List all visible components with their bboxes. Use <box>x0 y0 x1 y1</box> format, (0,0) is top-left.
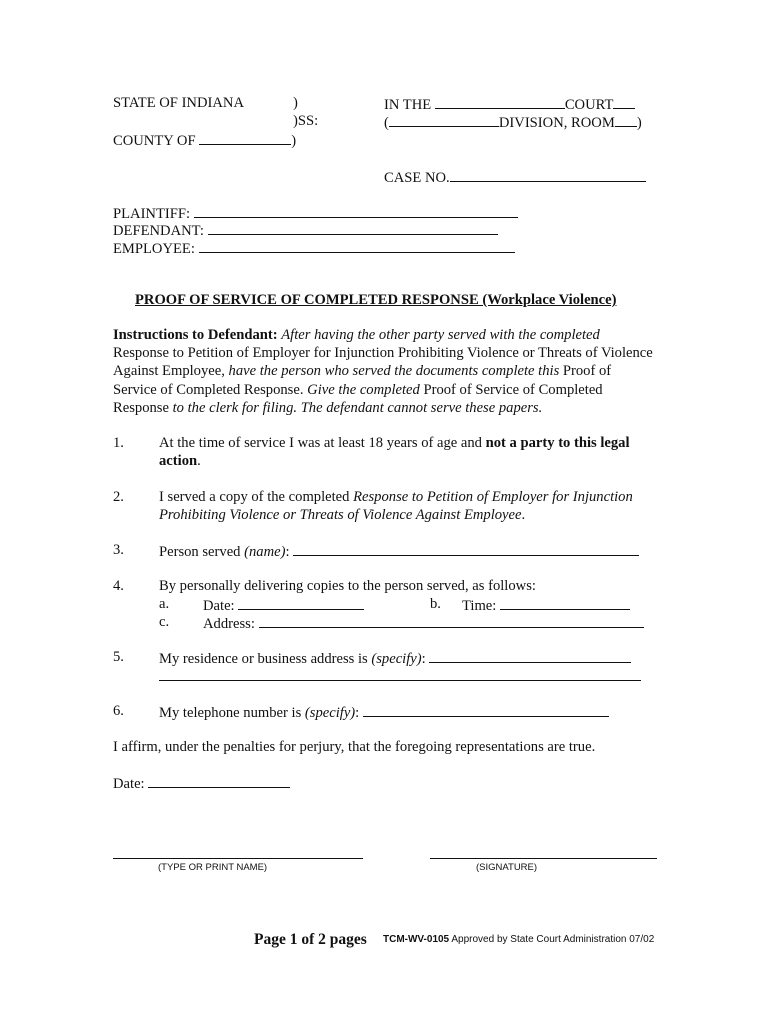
signature-line[interactable] <box>430 858 657 859</box>
defendant-row <box>113 220 498 240</box>
date-label: Date: <box>203 598 235 614</box>
in-the-label: IN THE <box>384 97 432 113</box>
case-no-field[interactable] <box>450 167 646 182</box>
item-text-bold: not a party to this legal action <box>159 435 630 470</box>
instructions <box>113 326 653 417</box>
item-text: : <box>355 705 360 721</box>
item-text-italic: (name) <box>244 544 286 560</box>
item-5 <box>159 648 631 668</box>
plaintiff-label: PLAINTIFF: <box>113 206 191 222</box>
address-row <box>203 613 644 633</box>
room-field[interactable] <box>615 112 637 127</box>
time-label: Time: <box>462 598 497 614</box>
approval-text: Approved by State Court Administration 07/02 <box>451 934 655 945</box>
division-field[interactable] <box>389 112 499 127</box>
division-row <box>384 112 642 132</box>
plaintiff-field[interactable] <box>194 203 518 218</box>
court-name-field[interactable] <box>435 94 565 109</box>
state-label: STATE OF INDIANA <box>113 95 244 111</box>
sub-b-letter: b. <box>430 596 441 612</box>
paren-open: ( <box>384 115 389 131</box>
date-label: Date: <box>113 776 145 792</box>
item-number: 5. <box>113 649 124 665</box>
item-text: : <box>421 651 426 667</box>
instructions-text: to the clerk for filing. The defendant cannot serve these papers. <box>172 399 543 416</box>
court-row <box>384 94 635 114</box>
instructions-text: After having the other party served with the completed <box>281 327 600 343</box>
item-text: Person served <box>159 544 241 560</box>
service-time-field[interactable] <box>500 595 630 610</box>
page-number: Page 1 of 2 pages <box>254 931 367 948</box>
case-row <box>384 167 646 187</box>
item-text: : <box>285 544 290 560</box>
court-number-field[interactable] <box>613 94 635 109</box>
item-text: . <box>521 507 526 524</box>
print-name-caption: (TYPE OR PRINT NAME) <box>158 862 268 873</box>
service-address-field[interactable] <box>259 613 644 628</box>
employee-row <box>113 238 515 258</box>
county-row <box>113 130 296 150</box>
form-id: TCM-WV-0105 <box>383 934 450 945</box>
instructions-text: Response to Petition of Employer for Injunction Prohibiting Violence or Threats of Violence Against Employee, <box>113 345 653 380</box>
print-name-line[interactable] <box>113 858 363 859</box>
ss-label: )SS: <box>293 113 319 129</box>
address-label: Address: <box>203 616 255 632</box>
affirmation-text: I affirm, under the penalties for perjury, that the foregoing representations are true. <box>113 739 596 755</box>
item-3 <box>159 541 639 561</box>
item-6 <box>159 702 609 722</box>
residence-address-field-2[interactable] <box>159 666 641 681</box>
item-number: 3. <box>113 542 124 558</box>
residence-address-line2 <box>159 666 641 686</box>
instructions-text: Proof of Service of Completed Response. <box>113 363 612 398</box>
item-text: . <box>197 453 201 470</box>
item-2 <box>159 488 659 524</box>
signature-caption: (SIGNATURE) <box>476 862 538 873</box>
affirm-date-field[interactable] <box>148 773 290 788</box>
item-number: 2. <box>113 489 124 505</box>
form-code <box>383 934 654 945</box>
item-4: By personally delivering copies to the person served, as follows: <box>159 578 536 594</box>
service-date-field[interactable] <box>238 595 364 610</box>
defendant-label: DEFENDANT: <box>113 223 204 239</box>
instructions-text: Give the completed <box>307 381 420 398</box>
date-row <box>203 595 364 615</box>
item-text: My telephone number is <box>159 705 302 721</box>
division-room-label: DIVISION, ROOM <box>498 115 615 131</box>
court-label: COURT <box>564 97 614 113</box>
instructions-label: Instructions to Defendant: <box>113 327 278 343</box>
instructions-text: Proof of Service of Completed Response <box>113 381 603 416</box>
residence-address-field[interactable] <box>429 648 631 663</box>
county-field[interactable] <box>199 130 291 145</box>
item-text-italic: (specify) <box>371 651 422 667</box>
item-1 <box>159 434 659 470</box>
item-text: My residence or business address is <box>159 651 368 667</box>
time-row <box>462 595 630 615</box>
county-label: COUNTY OF <box>113 133 196 149</box>
employee-field[interactable] <box>199 238 515 253</box>
date-row <box>113 773 290 793</box>
item-text-italic: Response to Petition of Employer for Injunction Prohibiting Violence or Threats of Violence Against Employee <box>159 489 633 524</box>
paren-close: ) <box>636 115 642 131</box>
sub-c-letter: c. <box>159 614 170 630</box>
item-text: At the time of service I was at least 18 years of age and <box>159 435 482 451</box>
defendant-field[interactable] <box>208 220 498 235</box>
caption-paren: ) <box>291 133 297 149</box>
item-text: I served a copy of the completed <box>159 489 350 505</box>
telephone-field[interactable] <box>363 702 609 717</box>
case-no-label: CASE NO. <box>384 170 450 186</box>
item-number: 6. <box>113 703 124 719</box>
item-text-italic: (specify) <box>304 705 356 721</box>
item-number: 4. <box>113 578 124 594</box>
person-served-field[interactable] <box>293 541 639 556</box>
item-number: 1. <box>113 435 124 451</box>
sub-a-letter: a. <box>159 596 170 612</box>
instructions-text: have the person who served the documents complete this <box>228 363 560 380</box>
form-title: PROOF OF SERVICE OF COMPLETED RESPONSE (Workplace Violence) <box>135 292 617 308</box>
caption-paren: ) <box>293 95 298 111</box>
employee-label: EMPLOYEE: <box>113 241 195 257</box>
